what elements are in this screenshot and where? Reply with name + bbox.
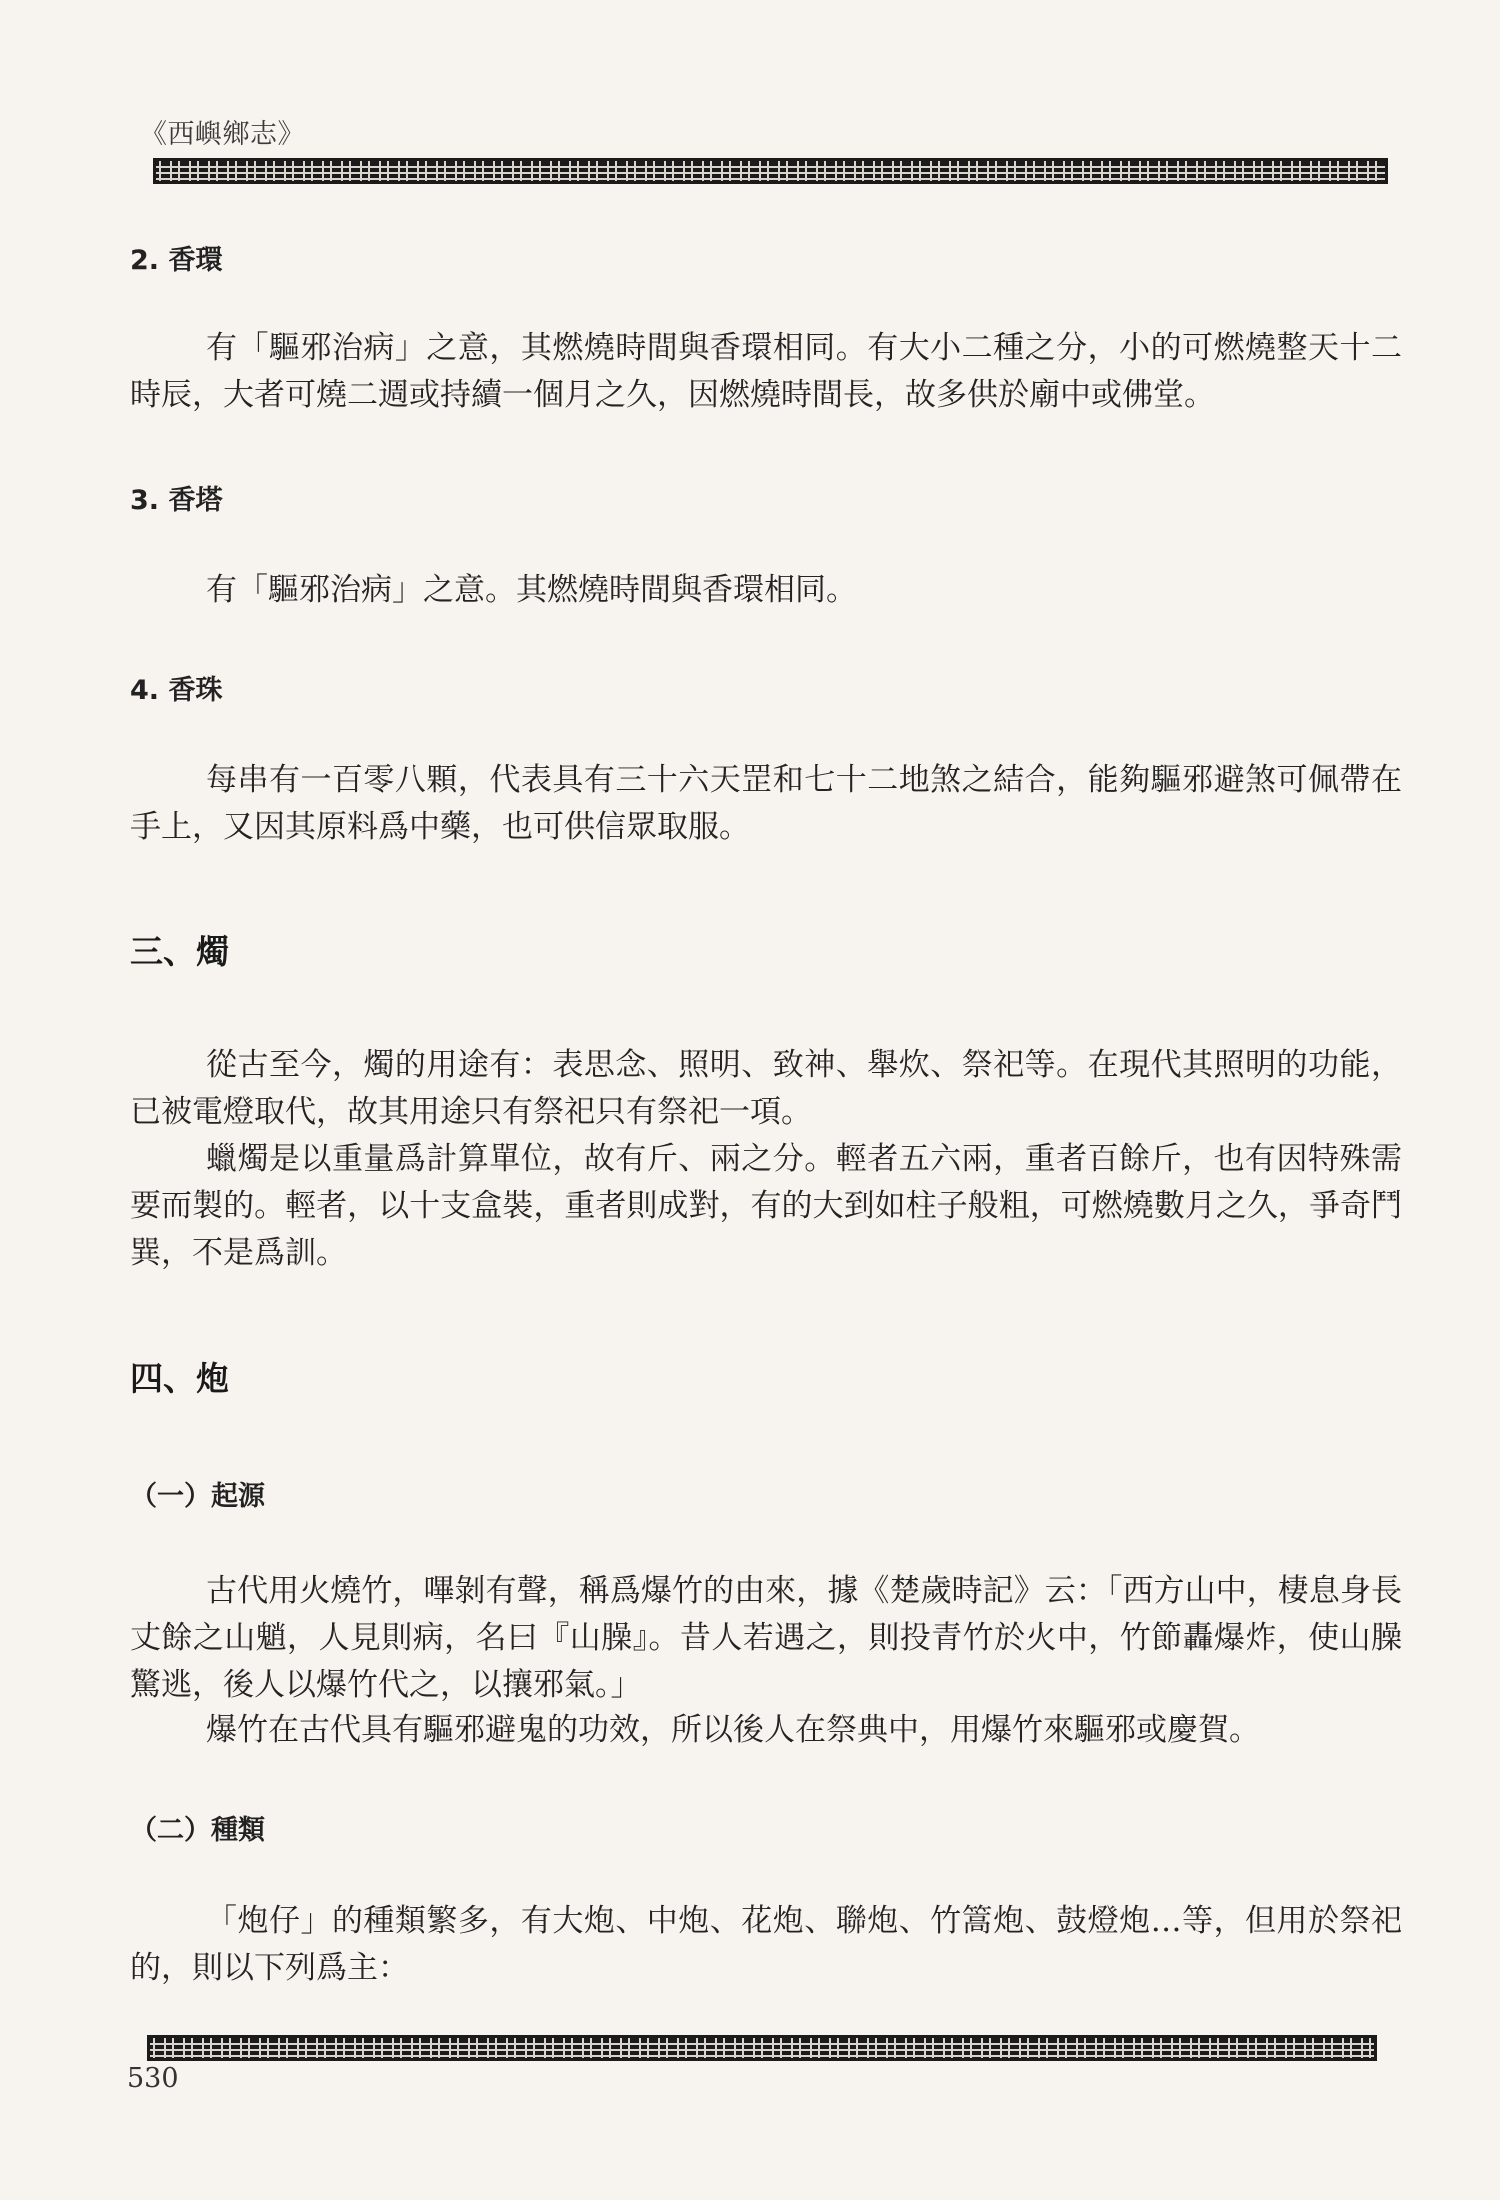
heading-candles: 三、燭 <box>130 932 229 971</box>
heading-incense-beads: 4. 香珠 <box>130 675 223 706</box>
paragraph-types: 「炮仔」的種類繁多，有大炮、中炮、花炮、聯炮、竹篙炮、鼓燈炮…等，但用於祭祀的，則以下列爲主： <box>130 1903 1402 1986</box>
paragraph-origin-legend: 古代用火燒竹，嗶剝有聲，稱爲爆竹的由來，據《楚歲時記》云：「西方山中，棲息身長丈餘之山魈，人見則病，名曰『山臊』。昔人若遇之，則投青竹於火中，竹節轟爆炸，使山臊驚逃，後人以爆竹代之，以攘邪氣。」 <box>130 1573 1402 1703</box>
page-number: 530 <box>127 2063 179 2094</box>
paragraph-candle-weights: 蠟燭是以重量爲計算單位，故有斤、兩之分。輕者五六兩，重者百餘斤，也有因特殊需要而製的。輕者，以十支盒裝，重者則成對，有的大到如柱子般粗，可燃燒數月之久，爭奇鬥巽，不是爲訓。 <box>130 1141 1402 1271</box>
heading-incense-ring: 2. 香環 <box>130 245 223 276</box>
paragraph-incense-tower: 有「驅邪治病」之意。其燃燒時間與香環相同。 <box>206 572 857 608</box>
paragraph-incense-beads: 每串有一百零八顆，代表具有三十六天罡和七十二地煞之結合，能夠驅邪避煞可佩帶在手上，又因其原料爲中藥，也可供信眾取服。 <box>130 762 1402 845</box>
paragraph-candle-uses: 從古至今，燭的用途有：表思念、照明、致神、舉炊、祭祀等。在現代其照明的功能，已被電燈取代，故其用途只有祭祀只有祭祀一項。 <box>130 1047 1402 1130</box>
heading-incense-tower: 3. 香塔 <box>130 485 223 516</box>
paragraph-origin-purpose: 爆竹在古代具有驅邪避鬼的功效，所以後人在祭典中，用爆竹來驅邪或慶賀。 <box>206 1712 1260 1748</box>
paragraph-incense-ring: 有「驅邪治病」之意，其燃燒時間與香環相同。有大小二種之分，小的可燃燒整天十二時辰，大者可燒二週或持續一個月之久，因燃燒時間長，故多供於廟中或佛堂。 <box>130 330 1402 413</box>
running-header-title: 《西嶼鄉志》 <box>140 119 305 150</box>
heading-origin: （一）起源 <box>130 1481 265 1512</box>
footer-greek-key-border <box>147 2035 1377 2061</box>
header-greek-key-border <box>153 158 1388 184</box>
heading-firecrackers: 四、炮 <box>130 1359 229 1398</box>
heading-types: （二）種類 <box>130 1815 265 1846</box>
